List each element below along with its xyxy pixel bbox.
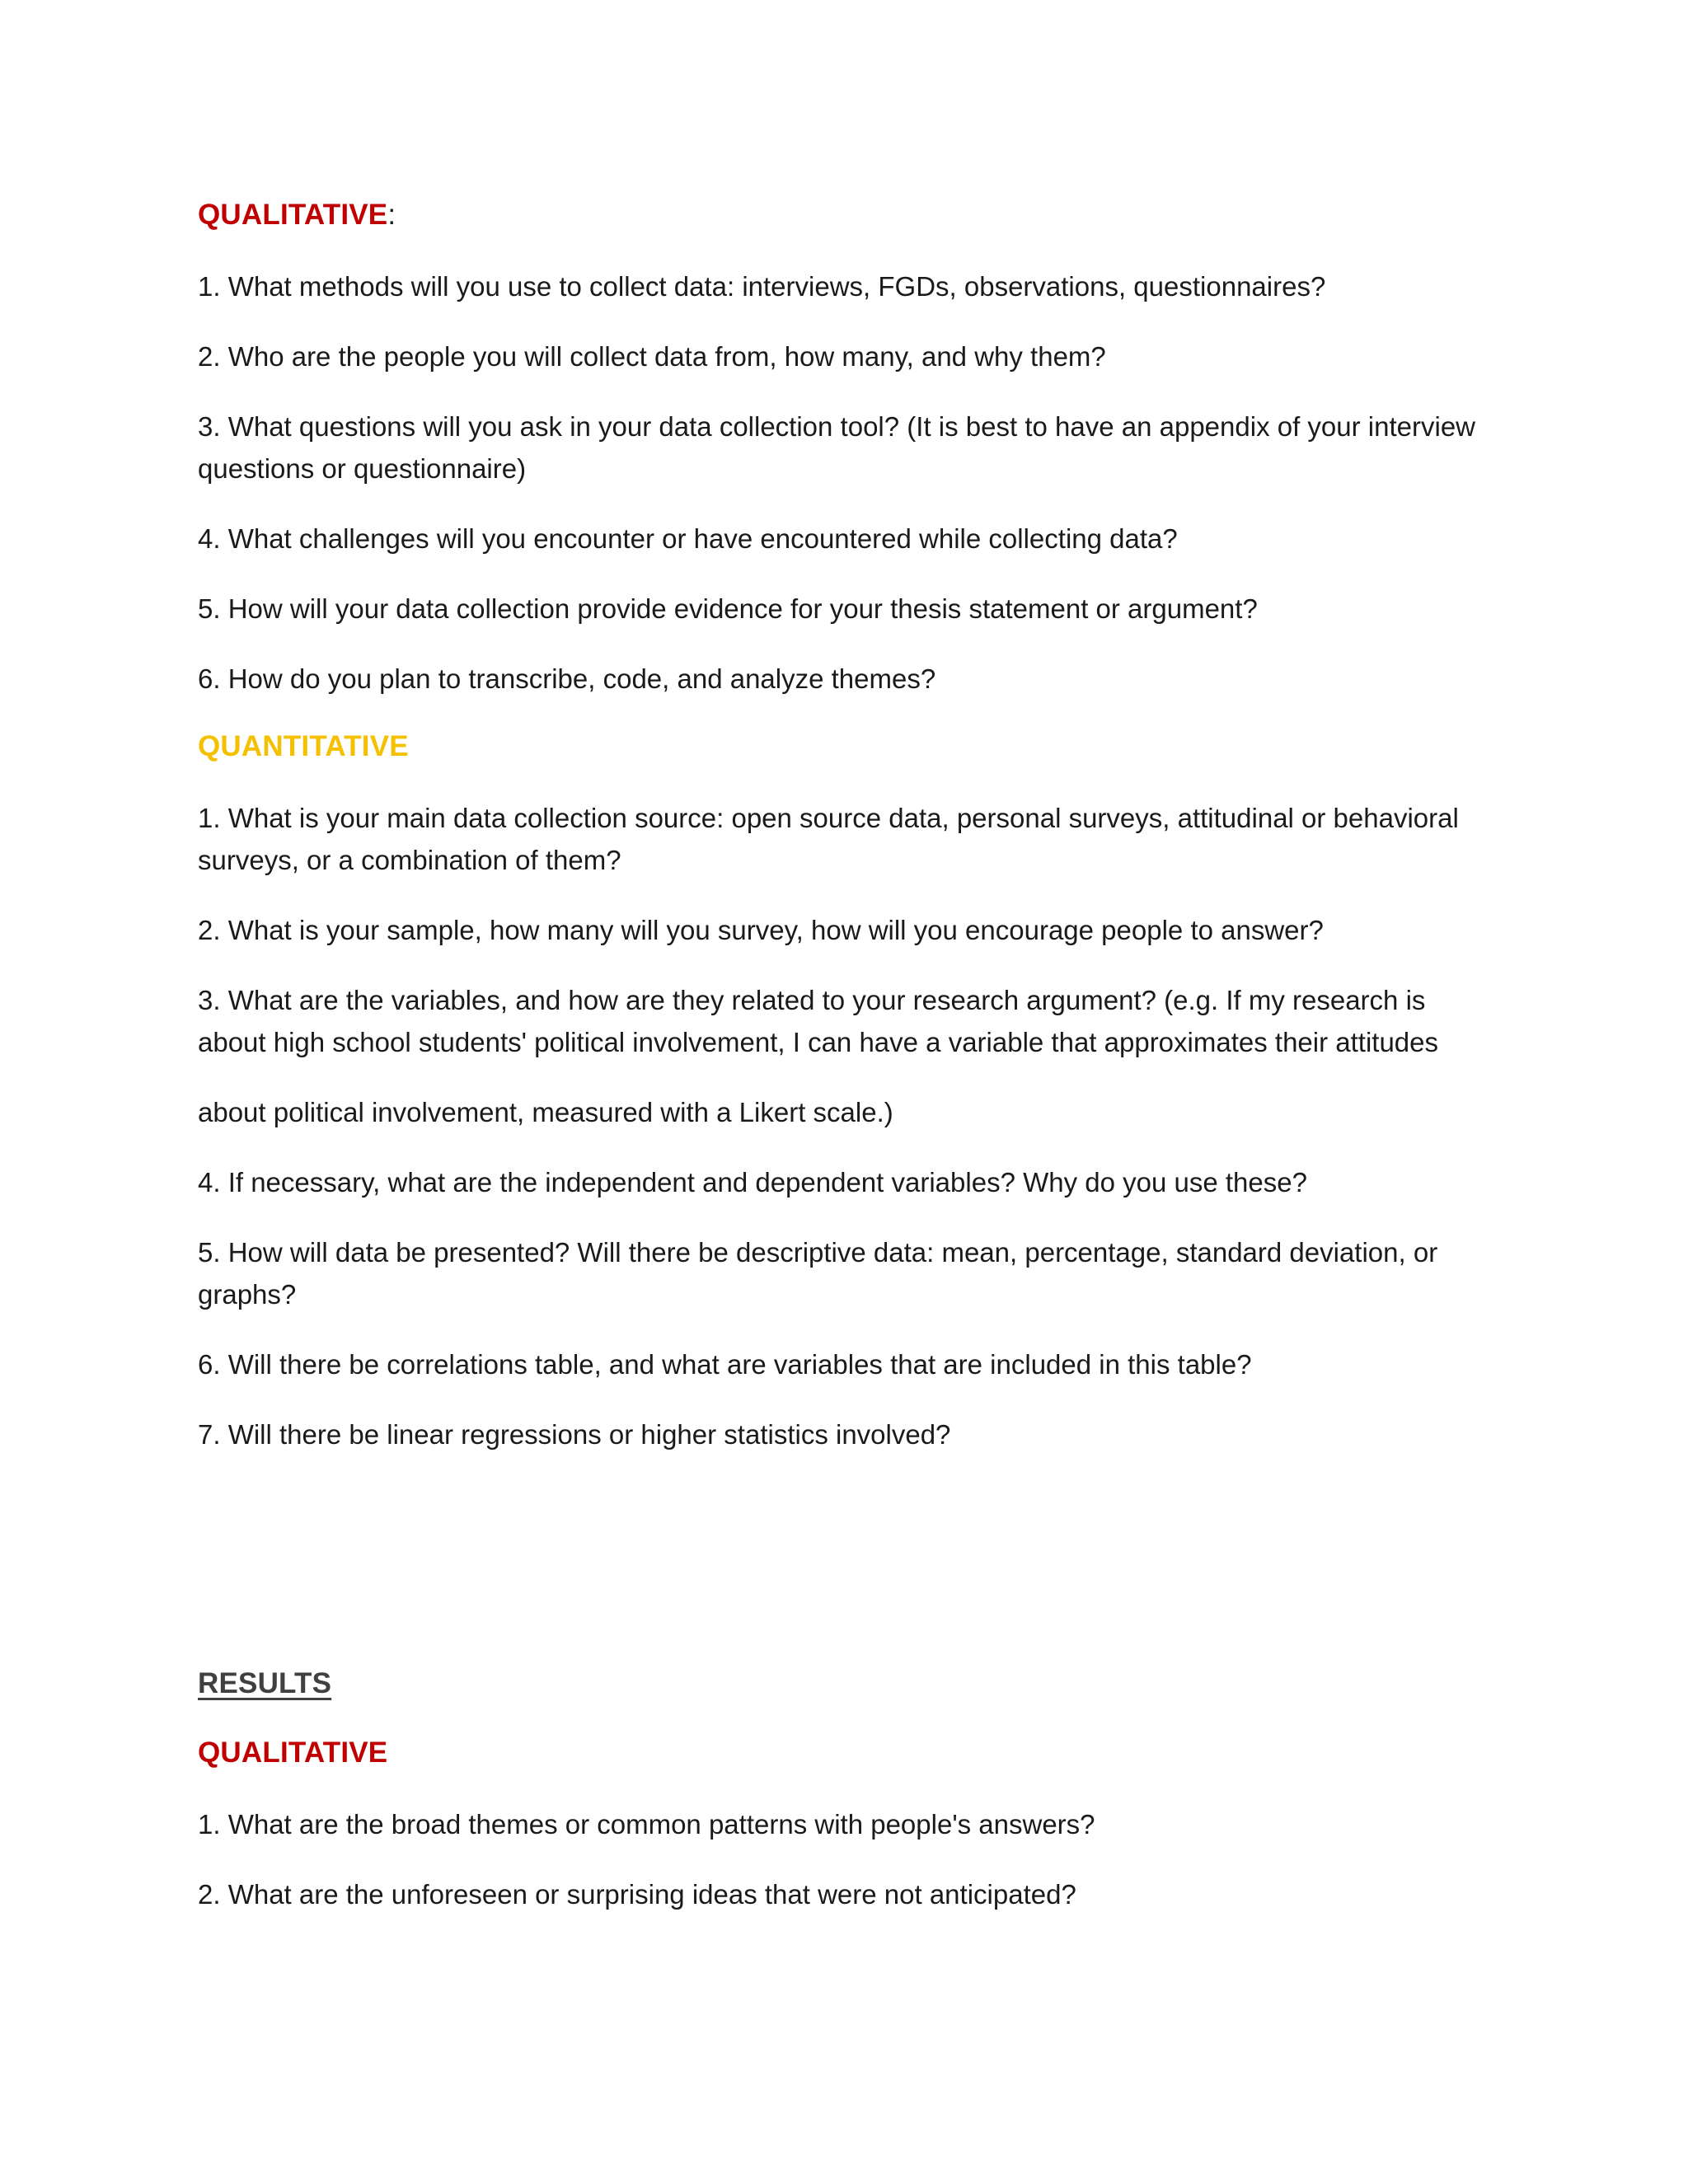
quantitative-heading: QUANTITATIVE (198, 730, 409, 762)
quantitative-question-7: 7. Will there be linear regressions or higher statistics involved? (198, 1419, 951, 1450)
qualitative-heading (198, 196, 1500, 234)
qualitative-question-2: 2. Who are the people you will collect data from, how many, and why them? (198, 341, 1106, 372)
qualitative-question-1: 1. What methods will you use to collect data: interviews, FGDs, observations, questionnaires? (198, 271, 1326, 302)
quantitative-question-5: 5. How will data be presented? Will there be descriptive data: mean, percentage, standard deviation, or graphs? (198, 1237, 1438, 1310)
qualitative-question-4: 4. What challenges will you encounter or have encountered while collecting data? (198, 523, 1178, 554)
qualitative-question-5: 5. How will your data collection provide evidence for your thesis statement or argument? (198, 593, 1258, 624)
quantitative-question-2: 2. What is your sample, how many will you survey, how will you encourage people to answer? (198, 915, 1324, 945)
quantitative-question-3: 3. What are the variables, and how are they related to your research argument? (e.g. If my research is about high school students' political involvement, I can have a variable that approximates their attitudes (198, 985, 1439, 1057)
results-qualitative-question-2: 2. What are the unforeseen or surprising ideas that were not anticipated? (198, 1879, 1076, 1910)
qualitative-heading-text: QUALITATIVE (198, 199, 388, 231)
quantitative-question-6: 6. Will there be correlations table, and what are variables that are included in this table? (198, 1349, 1252, 1380)
quantitative-question-1: 1. What is your main data collection source: open source data, personal surveys, attitudinal or behavioral surveys, or a combination of them? (198, 803, 1459, 875)
qualitative-question-6: 6. How do you plan to transcribe, code, and analyze themes? (198, 663, 936, 694)
quantitative-question-4: 4. If necessary, what are the independent and dependent variables? Why do you use these? (198, 1167, 1307, 1197)
results-heading: RESULTS (198, 1667, 332, 1699)
document-content (198, 196, 1500, 1915)
results-qualitative-question-1: 1. What are the broad themes or common patterns with people's answers? (198, 1809, 1095, 1840)
quantitative-question-3-continued: about political involvement, measured with a Likert scale.) (198, 1097, 893, 1127)
qualitative-heading-colon: : (387, 199, 396, 231)
qualitative-question-3: 3. What questions will you ask in your data collection tool? (It is best to have an appendix of your interview questions or questionnaire) (198, 411, 1476, 484)
results-qualitative-heading: QUALITATIVE (198, 1736, 388, 1769)
